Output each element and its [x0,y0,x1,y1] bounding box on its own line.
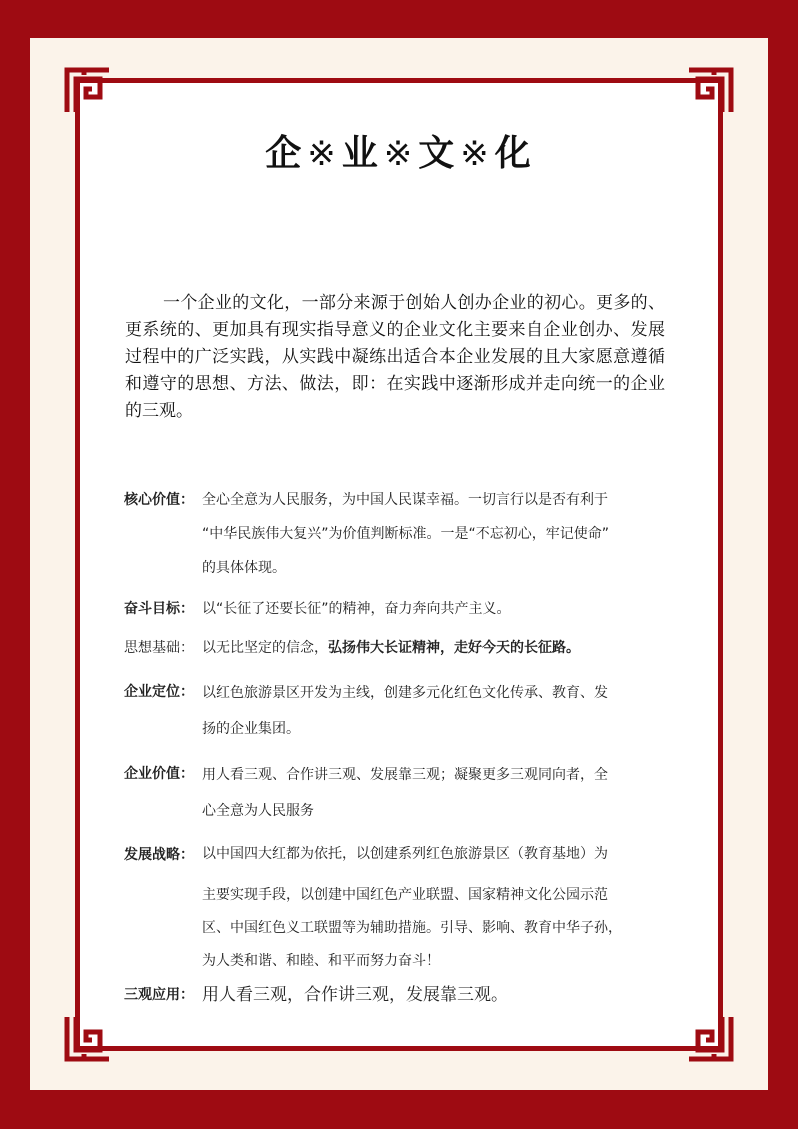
item-line: 心全意为人民服务 [202,803,314,819]
title-char: 企 [265,132,304,174]
item-line: 主要实现手段，以创建中国红色产业联盟、国家精神文化公园示范 [202,887,608,903]
title-separator: ※ [307,134,338,174]
item-label: 核心价值： [124,492,194,508]
item-text [202,978,662,1012]
item-label: 企业定位： [124,684,194,700]
title-char: 化 [494,132,533,174]
item-line: 扬的企业集团。 [202,721,300,737]
item-line: 以红色旅游景区开发为主线，创建多元化红色文化传承、教育、发 [202,685,608,701]
item-line: 用人看三观，合作讲三观，发展靠三观。 [202,985,508,1005]
item-text [202,838,662,978]
intro-text: 一个企业的文化，一部分来源于创始人创办企业的初心。更多的、更系统的、更加具有现实指导意义的企业文化主要来自企业创办、发展过程中的广泛实践，从实践中凝练出适合本企业发展的且大家愿意遵循和遵守的思想、方法、做法，即：在实践中逐渐形成并走向统一的企业的三观。 [125,293,665,421]
item-text [202,631,662,665]
item-label: 三观应用： [124,987,194,1003]
item-label: 奋斗目标： [124,601,194,617]
corner-ornament-top-right [686,67,734,115]
item-label: 发展战略： [124,847,194,863]
item-line: 用人看三观、合作讲三观、发展靠三观；凝聚更多三观同向者，全 [202,767,608,783]
title-separator: ※ [383,134,415,174]
item-line: 为人类和谐、和睦、和平而努力奋斗！ [202,953,440,969]
item-label: 企业价值： [124,766,194,782]
item-line: 区、中国红色义工联盟等为辅助措施。引导、影响、教育中华子孙， [202,920,622,936]
page-title [0,125,798,176]
corner-ornament-bottom-right [686,1014,734,1062]
title-separator: ※ [460,134,491,174]
title-char: 业 [341,132,380,174]
item-line: 以中国四大红都为依托，以创建系列红色旅游景区（教育基地）为 [202,846,608,862]
item-text [202,757,662,829]
item-line: “中华民族伟大复兴”为价值判断标准。一是“不忘初心，牢记使命” [202,526,610,542]
item-text [202,675,662,747]
intro-paragraph [125,290,665,425]
item-text-bold: 弘扬伟大长证精神，走好今天的长征路。 [328,640,580,656]
item-line: 的具体体现。 [202,560,286,576]
item-line: 以“长征了还要长征”的精神，奋力奔向共产主义。 [202,601,511,617]
item-line: 全心全意为人民服务，为中国人民谋幸福。一切言行以是否有利于 [202,492,608,508]
corner-ornament-bottom-left [64,1014,112,1062]
corner-ornament-top-left [64,67,112,115]
item-text [202,592,662,626]
item-text-plain: 以无比坚定的信念， [202,640,328,656]
item-label: 思想基础： [124,640,194,656]
item-text [202,483,662,585]
title-char: 文 [418,132,457,174]
